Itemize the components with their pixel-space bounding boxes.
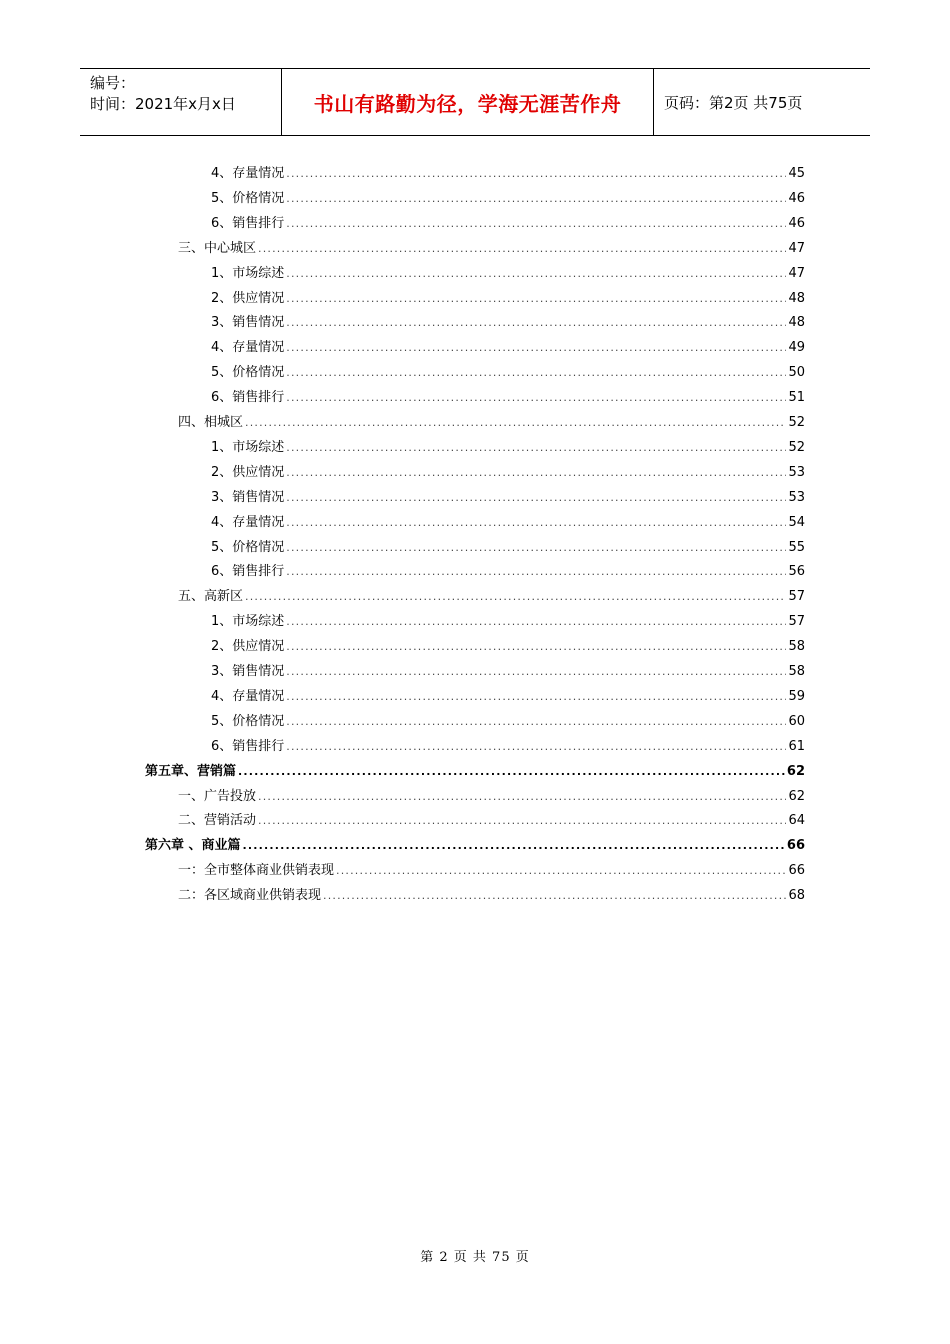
toc-entry-page: 64: [788, 813, 805, 828]
toc-entry[interactable]: [211, 459, 805, 481]
toc-dot-leader: [286, 540, 786, 556]
toc-entry[interactable]: [211, 683, 805, 705]
toc-dot-leader: [238, 764, 785, 780]
toc-entry-page: 57: [788, 589, 805, 604]
toc-entry-title: 5、价格情况: [211, 365, 285, 380]
toc-entry[interactable]: [178, 807, 805, 829]
toc-entry[interactable]: [211, 285, 805, 307]
toc-entry[interactable]: [178, 583, 805, 605]
toc-entry-page: 66: [786, 838, 805, 853]
toc-entry-page: 57: [788, 614, 805, 629]
toc-entry-title: 3、销售情况: [211, 490, 285, 505]
toc-entry-title: 5、价格情况: [211, 191, 285, 206]
toc-entry-title: 一、广告投放: [178, 789, 257, 804]
toc-dot-leader: [286, 490, 786, 506]
toc-dot-leader: [286, 614, 786, 630]
header-motto: 书山有路勤为径，学海无涯苦作舟: [313, 91, 622, 116]
toc-entry[interactable]: [211, 260, 805, 282]
toc-dot-leader: [245, 589, 786, 605]
toc-dot-leader: [323, 888, 786, 904]
page-footer: 第 2 页 共 75 页: [420, 1250, 530, 1265]
toc-entry[interactable]: [211, 534, 805, 556]
toc-entry[interactable]: [211, 359, 805, 381]
toc-entry-page: 61: [788, 739, 805, 754]
toc-entry-title: 三、中心城区: [178, 241, 257, 256]
toc-entry-page: 58: [788, 639, 805, 654]
toc-entry-title: 3、销售情况: [211, 664, 285, 679]
toc-entry-page: 62: [788, 789, 805, 804]
toc-entry[interactable]: [211, 633, 805, 655]
toc-entry-title: 6、销售排行: [211, 216, 285, 231]
toc-entry[interactable]: [211, 309, 805, 331]
serial-label: 编号：: [90, 74, 136, 92]
toc-entry-title: 1、市场综述: [211, 440, 285, 455]
toc-entry-title: 一：全市整体商业供销表现: [178, 863, 335, 878]
toc-entry-page: 46: [788, 191, 805, 206]
toc-entry[interactable]: [178, 235, 805, 257]
toc-entry-title: 6、销售排行: [211, 390, 285, 405]
toc-entry-page: 60: [788, 714, 805, 729]
header-motto-cell: [281, 69, 654, 135]
header-page-cell: [654, 69, 870, 135]
toc-dot-leader: [286, 465, 786, 481]
toc-entry-title: 6、销售排行: [211, 564, 285, 579]
toc-entry-page: 51: [788, 390, 805, 405]
toc-entry-title: 1、市场综述: [211, 614, 285, 629]
toc-entry-page: 46: [788, 216, 805, 231]
toc-dot-leader: [286, 191, 786, 207]
toc-dot-leader: [286, 291, 786, 307]
toc-dot-leader: [286, 166, 786, 182]
toc-entry[interactable]: [211, 160, 805, 182]
toc-entry-title: 五、高新区: [178, 589, 244, 604]
toc-entry-title: 四、相城区: [178, 415, 244, 430]
toc-entry[interactable]: [145, 832, 805, 854]
toc-dot-leader: [258, 789, 786, 805]
toc-entry[interactable]: [211, 558, 805, 580]
toc-entry[interactable]: [178, 783, 805, 805]
toc-dot-leader: [286, 564, 786, 580]
toc-dot-leader: [243, 838, 785, 854]
header-meta-cell: [80, 69, 281, 135]
toc-entry-title: 二：各区域商业供销表现: [178, 888, 322, 903]
toc-entry-title: 1、市场综述: [211, 266, 285, 281]
toc-entry[interactable]: [211, 509, 805, 531]
toc-entry[interactable]: [211, 658, 805, 680]
toc-entry-page: 62: [786, 764, 805, 779]
toc-entry[interactable]: [178, 409, 805, 431]
toc-entry[interactable]: [178, 857, 805, 879]
toc-dot-leader: [286, 689, 786, 705]
toc-entry[interactable]: [211, 608, 805, 630]
toc-dot-leader: [286, 266, 786, 282]
toc-entry-title: 第五章、营销篇: [145, 764, 237, 779]
toc-dot-leader: [286, 440, 786, 456]
toc-dot-leader: [286, 639, 786, 655]
toc-entry-page: 68: [788, 888, 805, 903]
header-page-info: 页码：第2页 共75页: [664, 93, 803, 112]
toc-entry[interactable]: [211, 185, 805, 207]
toc-entry-page: 52: [788, 415, 805, 430]
toc-entry[interactable]: [211, 733, 805, 755]
toc-entry[interactable]: [211, 384, 805, 406]
toc-dot-leader: [258, 241, 786, 257]
toc-entry-page: 53: [788, 490, 805, 505]
toc-entry-title: 2、供应情况: [211, 639, 285, 654]
toc-dot-leader: [286, 340, 786, 356]
toc-entry-page: 49: [788, 340, 805, 355]
toc-entry-title: 5、价格情况: [211, 540, 285, 555]
toc-dot-leader: [258, 813, 786, 829]
toc-entry[interactable]: [211, 708, 805, 730]
toc-dot-leader: [336, 863, 786, 879]
toc-entry-page: 52: [788, 440, 805, 455]
toc-entry[interactable]: [211, 210, 805, 232]
toc-entry[interactable]: [211, 334, 805, 356]
toc-entry-page: 53: [788, 465, 805, 480]
toc-entry-title: 2、供应情况: [211, 465, 285, 480]
toc-entry-page: 58: [788, 664, 805, 679]
toc-entry-page: 48: [788, 291, 805, 306]
toc-entry-title: 6、销售排行: [211, 739, 285, 754]
toc-entry-title: 2、供应情况: [211, 291, 285, 306]
toc-dot-leader: [286, 216, 786, 232]
toc-entry-title: 4、存量情况: [211, 515, 285, 530]
toc-entry[interactable]: [145, 758, 805, 780]
toc-entry-page: 45: [788, 166, 805, 181]
toc-entry-page: 48: [788, 315, 805, 330]
toc-entry[interactable]: [178, 882, 805, 904]
toc-dot-leader: [286, 515, 786, 531]
toc-entry-title: 5、价格情况: [211, 714, 285, 729]
time-label: 时间：2021年x月x日: [90, 95, 236, 113]
toc-dot-leader: [286, 390, 786, 406]
toc-entry-page: 59: [788, 689, 805, 704]
toc-entry-page: 47: [788, 266, 805, 281]
toc-entry-page: 47: [788, 241, 805, 256]
toc-dot-leader: [286, 315, 786, 331]
toc-dot-leader: [286, 739, 786, 755]
toc-entry-page: 56: [788, 564, 805, 579]
toc-entry[interactable]: [211, 434, 805, 456]
toc-dot-leader: [286, 664, 786, 680]
toc-entry-page: 55: [788, 540, 805, 555]
toc-entry-page: 66: [788, 863, 805, 878]
toc-entry-page: 50: [788, 365, 805, 380]
document-header: [80, 68, 870, 136]
toc-entry-title: 4、存量情况: [211, 340, 285, 355]
toc-dot-leader: [286, 714, 786, 730]
toc-entry-title: 3、销售情况: [211, 315, 285, 330]
toc-entry-page: 54: [788, 515, 805, 530]
toc-entry-title: 4、存量情况: [211, 689, 285, 704]
toc-entry-title: 4、存量情况: [211, 166, 285, 181]
toc-entry-title: 第六章 、商业篇: [145, 838, 241, 853]
toc-dot-leader: [286, 365, 786, 381]
toc-entry-title: 二、营销活动: [178, 813, 257, 828]
toc-dot-leader: [245, 415, 786, 431]
toc-entry[interactable]: [211, 484, 805, 506]
